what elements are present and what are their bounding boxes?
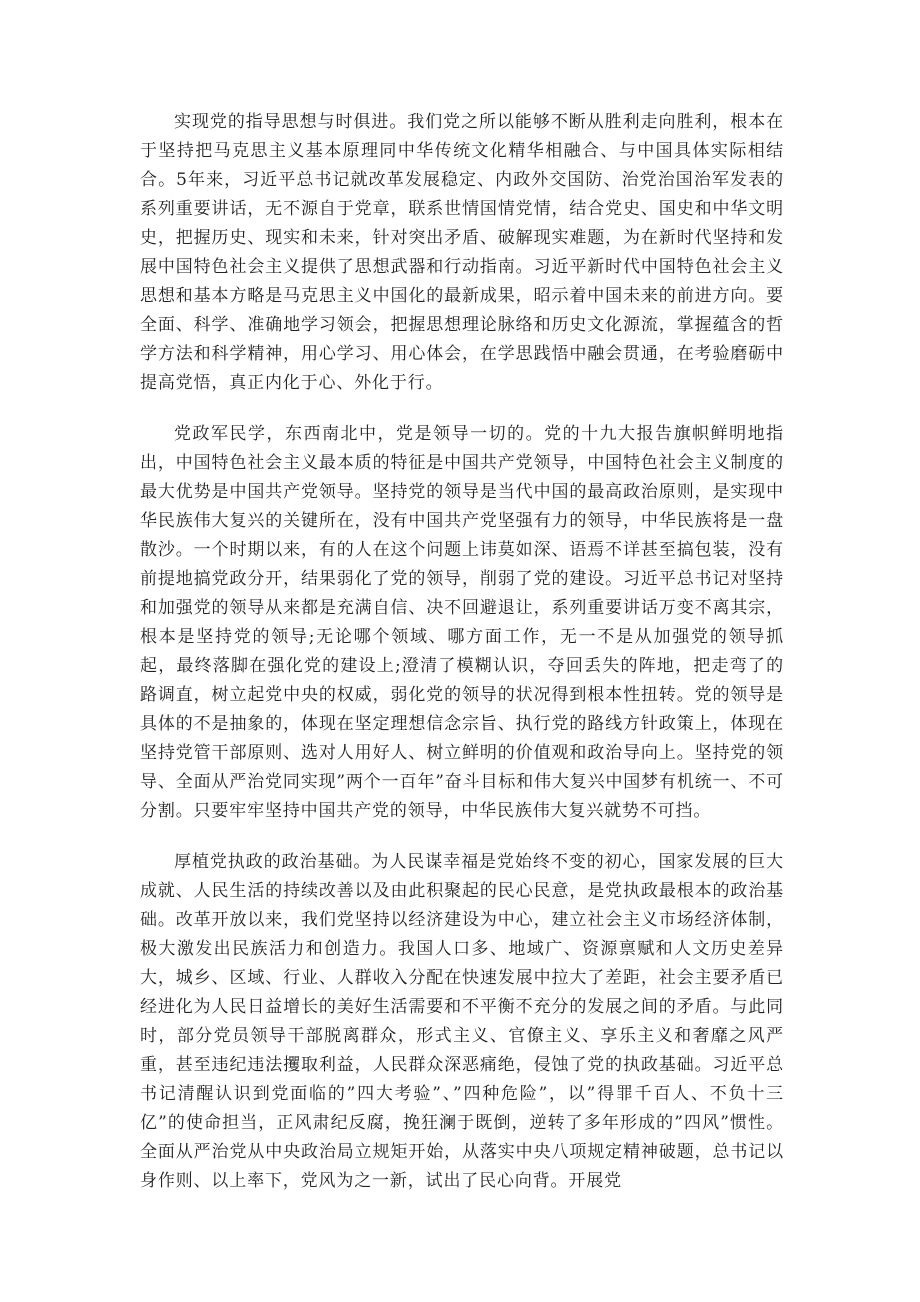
document-body bbox=[140, 108, 784, 1218]
paragraph-2: 党政军民学，东西南北中，党是领导一切的。党的十九大报告旗帜鲜明地指出，中国特色社会主义最本质的特征是中国共产党领导，中国特色社会主义制度的最大优势是中国共产党领导。坚持党的领导是当代中国的最高政治原则，是实现中华民族伟大复兴的关键所在，没有中国共产党坚强有力的领导，中华民族将是一盘散沙。一个时期以来，有的人在这个问题上讳莫如深、语焉不详甚至搞包装，没有前提地搞党政分开，结果弱化了党的领导，削弱了党的建设。习近平总书记对坚持和加强党的领导从来都是充满自信、决不回避退让，系列重要讲话万变不离其宗，根本是坚持党的领导;无论哪个领域、哪方面工作，无一不是从加强党的领导抓起，最终落脚在强化党的建设上;澄清了模糊认识，夺回丢失的阵地，把走弯了的路调直，树立起党中央的权威，弱化党的领导的状况得到根本性扭转。党的领导是具体的不是抽象的，体现在坚定理想信念宗旨、执行党的路线方针政策上，体现在坚持党管干部原则、选对人用好人、树立鲜明的价值观和政治导向上。坚持党的领导、全面从严治党同实现”两个一百年”奋斗目标和伟大复兴中国梦有机统一、不可分割。只要牢牢坚持中国共产党的领导，中华民族伟大复兴就势不可挡。 bbox=[140, 424, 784, 821]
paragraph-3: 厚植党执政的政治基础。为人民谋幸福是党始终不变的初心，国家发展的巨大成就、人民生活的持续改善以及由此积聚起的民心民意，是党执政最根本的政治基础。改革开放以来，我们党坚持以经济建设为中心，建立社会主义市场经济体制，极大激发出民族活力和创造力。我国人口多、地域广、资源禀赋和人文历史差异大，城乡、区域、行业、人群收入分配在快速发展中拉大了差距，社会主要矛盾已经进化为人民日益增长的美好生活需要和不平衡不充分的发展之间的矛盾。与此同时，部分党员领导干部脱离群众，形式主义、官僚主义、享乐主义和奢靡之风严重，甚至违纪违法攫取利益，人民群众深恶痛绝，侵蚀了党的执政基础。习近平总书记清醒认识到党面临的”四大考验”、”四种危险”，以”得罪千百人、不负十三亿”的使命担当，正风肃纪反腐，挽狂澜于既倒，逆转了多年形成的”四风”惯性。全面从严治党从中央政治局立规矩开始，从落实中央八项规定精神破题，总书记以身作则、以上率下，党风为之一新，试出了民心向背。开展党 bbox=[140, 852, 784, 1191]
paragraph-1: 实现党的指导思想与时俱进。我们党之所以能够不断从胜利走向胜利，根本在于坚持把马克思主义基本原理同中华传统文化精华相融合、与中国具体实际相结合。5年来，习近平总书记就改革发展稳定、内政外交国防、治党治国治军发表的系列重要讲话，无不源自于党章，联系世情国情党情，结合党史、国史和中华文明史，把握历史、现实和未来，针对突出矛盾、破解现实难题，为在新时代坚持和发展中国特色社会主义提供了思想武器和行动指南。习近平新时代中国特色社会主义思想和基本方略是马克思主义中国化的最新成果，昭示着中国未来的前进方向。要全面、科学、准确地学习领会，把握思想理论脉络和历史文化源流，掌握蕴含的哲学方法和科学精神，用心学习、用心体会，在学思践悟中融会贯通，在考验磨砺中提高党悟，真正内化于心、外化于行。 bbox=[140, 112, 784, 393]
